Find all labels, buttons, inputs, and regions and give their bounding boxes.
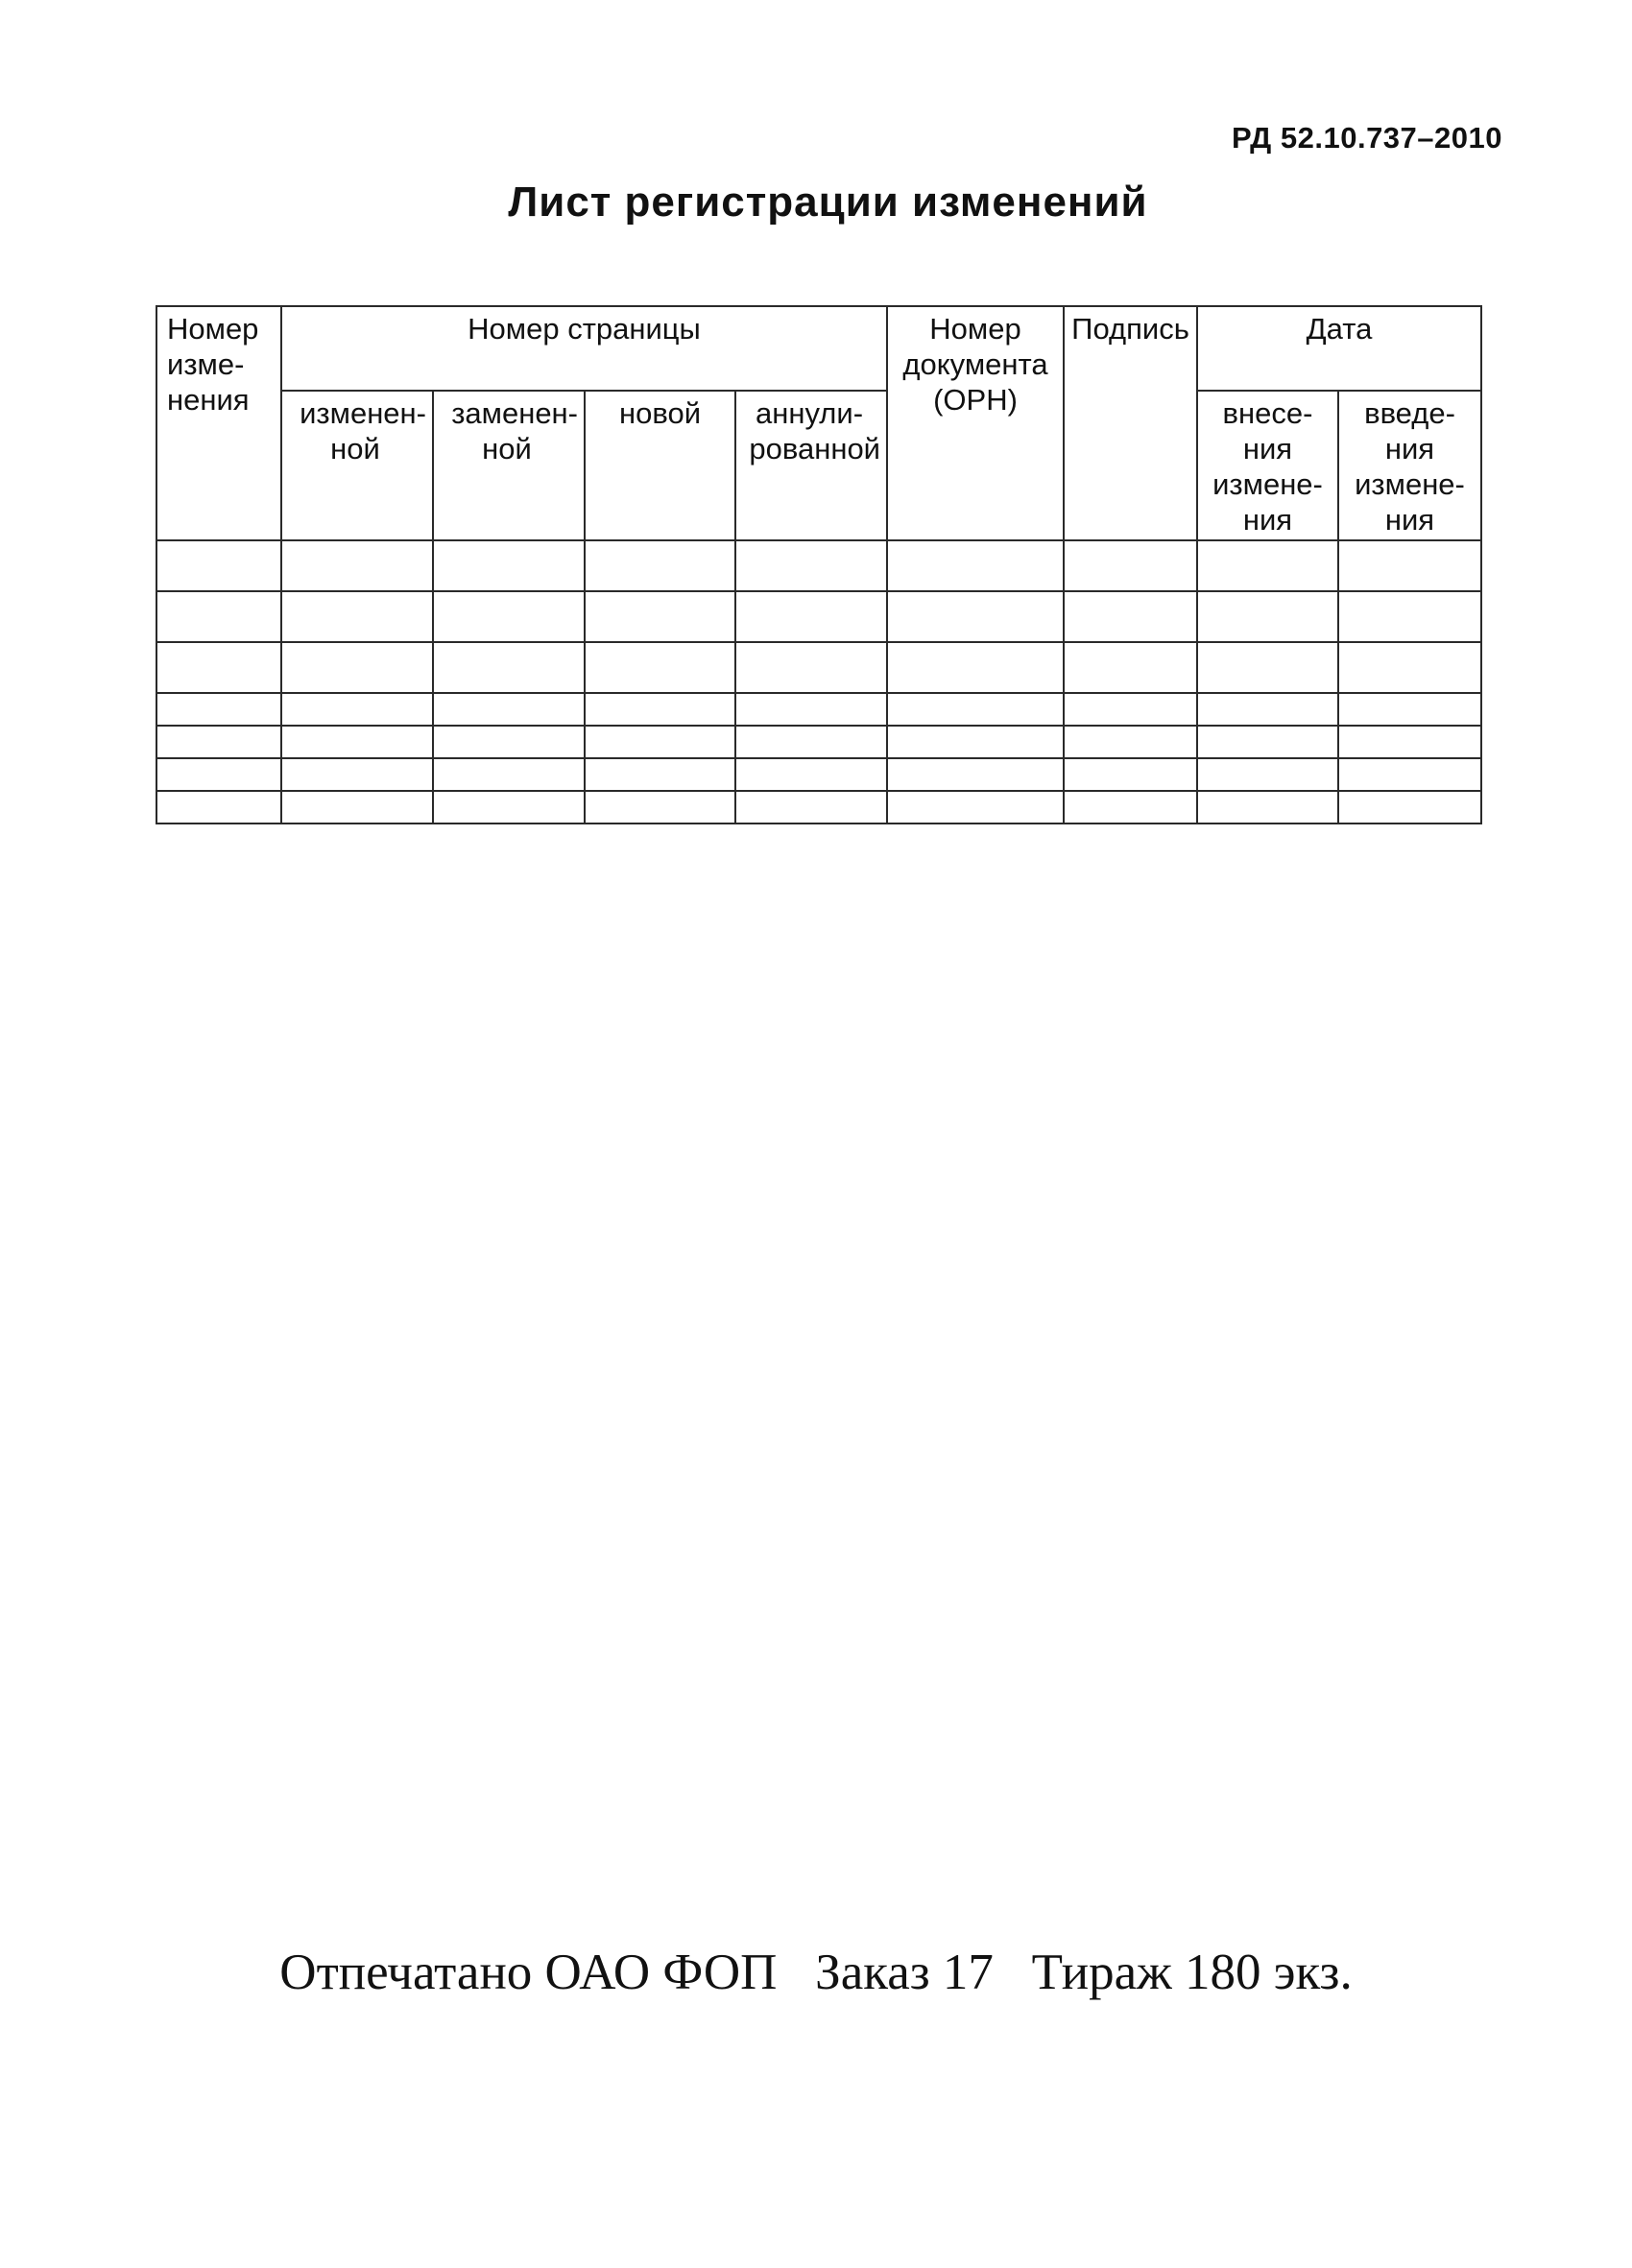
print-info: Отпечатано ОАО ФОП Заказ 17 Тираж 180 экз. xyxy=(279,1945,1353,2000)
header-line: Номер xyxy=(929,312,1021,346)
table-cell xyxy=(1064,791,1197,824)
table-cell xyxy=(735,591,887,642)
table-cell xyxy=(1338,758,1481,791)
table-cell xyxy=(1197,758,1338,791)
table-cell xyxy=(887,693,1064,726)
table-cell xyxy=(1338,540,1481,591)
table-cell xyxy=(281,758,433,791)
header-line: аннули- xyxy=(755,396,864,430)
header-date xyxy=(1197,306,1481,391)
table-cell xyxy=(1197,726,1338,758)
header-line: ния xyxy=(1242,432,1293,466)
table-cell xyxy=(887,591,1064,642)
table-cell xyxy=(735,726,887,758)
table-cell xyxy=(1197,591,1338,642)
page-title: Лист регистрации изменений xyxy=(508,179,1148,226)
table-cell xyxy=(1064,642,1197,693)
table-cell xyxy=(585,540,735,591)
change-registration-table xyxy=(156,305,1482,824)
header-signature xyxy=(1064,306,1197,540)
header-line: документа xyxy=(902,347,1048,381)
table-cell xyxy=(433,642,585,693)
header-line: Дата xyxy=(1306,312,1373,346)
table-cell xyxy=(1338,791,1481,824)
table-cell xyxy=(1197,642,1338,693)
header-line: Подпись xyxy=(1071,312,1189,346)
table-cell xyxy=(585,591,735,642)
header-line: измене- xyxy=(1355,467,1465,501)
header-line: измене- xyxy=(1212,467,1323,501)
table-cell xyxy=(281,693,433,726)
table-row xyxy=(156,791,1481,824)
table-cell xyxy=(156,726,281,758)
table-cell xyxy=(156,791,281,824)
header-line: новой xyxy=(618,396,702,430)
table-row xyxy=(156,693,1481,726)
table-cell xyxy=(433,591,585,642)
table-row xyxy=(156,540,1481,591)
header-line: ния xyxy=(1384,503,1435,537)
table-cell xyxy=(433,693,585,726)
table-cell xyxy=(1338,642,1481,693)
header-line: заменен- xyxy=(451,396,578,430)
table-cell xyxy=(1064,540,1197,591)
table-cell xyxy=(585,693,735,726)
table-cell xyxy=(433,758,585,791)
table-cell xyxy=(156,758,281,791)
table-cell xyxy=(1338,726,1481,758)
document-code: РД 52.10.737–2010 xyxy=(1231,121,1502,155)
table-cell xyxy=(281,726,433,758)
header-page-new xyxy=(585,391,735,540)
header-line: ной xyxy=(330,432,380,466)
header-line: ния xyxy=(1384,432,1435,466)
header-line: Номер xyxy=(167,312,259,346)
table-cell xyxy=(1064,693,1197,726)
header-line: рованной xyxy=(749,432,880,466)
header-line: нения xyxy=(167,383,250,417)
table-cell xyxy=(1064,758,1197,791)
table-cell xyxy=(156,540,281,591)
table-cell xyxy=(1197,540,1338,591)
table-cell xyxy=(735,540,887,591)
table-cell xyxy=(735,693,887,726)
header-line: ния xyxy=(1242,503,1293,537)
table-cell xyxy=(1338,591,1481,642)
header-page-replaced xyxy=(433,391,585,540)
table-cell xyxy=(735,758,887,791)
table-cell xyxy=(887,540,1064,591)
table-cell xyxy=(433,726,585,758)
table-row xyxy=(156,642,1481,693)
table-body xyxy=(156,540,1481,824)
table-cell xyxy=(735,642,887,693)
table-cell xyxy=(585,642,735,693)
header-page-changed xyxy=(281,391,433,540)
table-row xyxy=(156,591,1481,642)
header-document-number xyxy=(887,306,1064,540)
table-cell xyxy=(433,540,585,591)
header-page-annulled xyxy=(735,391,887,540)
header-line: ной xyxy=(482,432,532,466)
table-cell xyxy=(281,642,433,693)
table-cell xyxy=(585,726,735,758)
table-cell xyxy=(1197,791,1338,824)
header-page-number xyxy=(281,306,887,391)
table-cell xyxy=(156,591,281,642)
table-cell xyxy=(281,591,433,642)
table-cell xyxy=(585,758,735,791)
header-date-entered xyxy=(1197,391,1338,540)
table-cell xyxy=(735,791,887,824)
table-cell xyxy=(433,791,585,824)
table-cell xyxy=(887,758,1064,791)
table-cell xyxy=(1064,591,1197,642)
header-line: Номер страницы xyxy=(468,312,701,346)
table-cell xyxy=(887,726,1064,758)
table-row xyxy=(156,726,1481,758)
table-row xyxy=(156,758,1481,791)
header-date-introduced xyxy=(1338,391,1481,540)
table-cell xyxy=(281,791,433,824)
table-cell xyxy=(887,791,1064,824)
table-cell xyxy=(1064,726,1197,758)
table-cell xyxy=(156,693,281,726)
table-cell xyxy=(1338,693,1481,726)
header-line: (ОРН) xyxy=(933,383,1018,417)
header-line: введе- xyxy=(1364,396,1455,430)
table-cell xyxy=(887,642,1064,693)
table-cell xyxy=(1197,693,1338,726)
table-cell xyxy=(281,540,433,591)
table-cell xyxy=(156,642,281,693)
header-line: изменен- xyxy=(300,396,426,430)
table-cell xyxy=(585,791,735,824)
header-line: изме- xyxy=(167,347,245,381)
header-line: внесе- xyxy=(1222,396,1313,430)
header-change-number xyxy=(156,306,281,540)
